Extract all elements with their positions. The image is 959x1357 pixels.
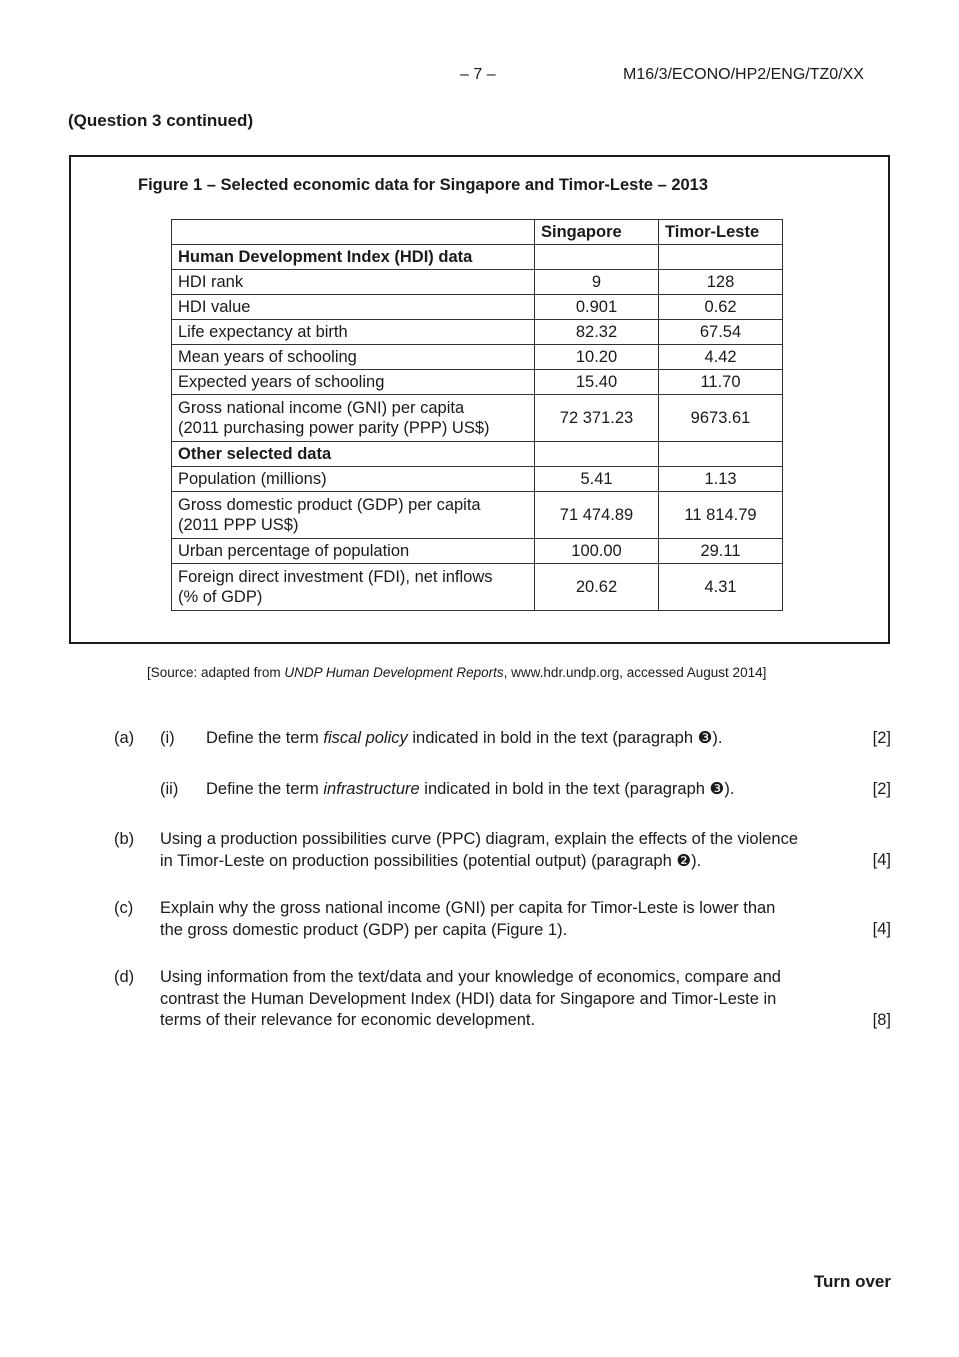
question-line: Using information from the text/data and your knowledge of economics, compare and — [160, 968, 781, 986]
singapore-value: 20.62 — [535, 564, 659, 611]
figure-source — [147, 665, 766, 680]
question-line: contrast the Human Development Index (HDI) data for Singapore and Timor-Leste in — [160, 989, 777, 1008]
question-d-text — [160, 967, 850, 1032]
timor-leste-value: 11 814.79 — [659, 492, 783, 539]
question-c-text — [160, 898, 850, 941]
question-d-marks: [8] — [872, 1011, 891, 1029]
question-text: Define the term — [206, 780, 324, 798]
table-row — [172, 320, 783, 345]
column-header-singapore: Singapore — [535, 220, 659, 245]
table-row — [172, 467, 783, 492]
empty-cell — [535, 245, 659, 270]
table-row — [172, 370, 783, 395]
row-label: Mean years of schooling — [172, 345, 535, 370]
question-text: Define the term — [206, 729, 324, 747]
economic-data-table — [171, 219, 783, 611]
table-row — [172, 345, 783, 370]
timor-leste-value: 1.13 — [659, 467, 783, 492]
paper-code: M16/3/ECONO/HP2/ENG/TZ0/XX — [623, 66, 864, 83]
row-label: Population (millions) — [172, 467, 535, 492]
row-label-line: (2011 PPP US$) — [178, 516, 299, 534]
question-a-ii-marks: [2] — [872, 780, 891, 798]
question-b-text — [160, 829, 850, 872]
timor-leste-value: 67.54 — [659, 320, 783, 345]
timor-leste-value: 9673.61 — [659, 395, 783, 442]
timor-leste-value: 128 — [659, 270, 783, 295]
table-row — [172, 492, 783, 539]
singapore-value: 0.901 — [535, 295, 659, 320]
table-row — [172, 395, 783, 442]
singapore-value: 72 371.23 — [535, 395, 659, 442]
question-line: in Timor-Leste on production possibilities (potential output) (paragraph ❷). — [160, 851, 702, 870]
row-label-line: Foreign direct investment (FDI), net inflows — [178, 568, 493, 586]
question-a-i-number: (i) — [160, 729, 175, 747]
row-label: Urban percentage of population — [172, 539, 535, 564]
question-a-i-text — [206, 728, 723, 750]
singapore-value: 82.32 — [535, 320, 659, 345]
row-label — [172, 395, 535, 442]
section-heading-row — [172, 245, 783, 270]
row-label-line: Gross domestic product (GDP) per capita — [178, 496, 481, 514]
row-label: Life expectancy at birth — [172, 320, 535, 345]
row-label-line: (% of GDP) — [178, 588, 263, 606]
section-heading-row — [172, 442, 783, 467]
question-term: fiscal policy — [323, 729, 408, 747]
table-row — [172, 295, 783, 320]
source-suffix: , www.hdr.undp.org, accessed August 2014] — [503, 665, 767, 680]
singapore-value: 10.20 — [535, 345, 659, 370]
timor-leste-value: 0.62 — [659, 295, 783, 320]
figure-title: Figure 1 – Selected economic data for Singapore and Timor-Leste – 2013 — [138, 176, 709, 194]
row-label-line: Gross national income (GNI) per capita — [178, 399, 465, 417]
timor-leste-value: 4.31 — [659, 564, 783, 611]
question-b-marks: [4] — [872, 851, 891, 869]
question-text: indicated in bold in the text (paragraph ❸). — [407, 729, 723, 747]
singapore-value: 100.00 — [535, 539, 659, 564]
timor-leste-value: 11.70 — [659, 370, 783, 395]
source-prefix: [Source: adapted from — [147, 665, 285, 680]
question-line: the gross domestic product (GDP) per capita (Figure 1). — [160, 920, 568, 939]
question-c-marks: [4] — [872, 920, 891, 938]
singapore-value: 71 474.89 — [535, 492, 659, 539]
page-number: – 7 – — [460, 66, 496, 83]
singapore-value: 15.40 — [535, 370, 659, 395]
section-heading-other: Other selected data — [172, 442, 535, 467]
row-label: HDI rank — [172, 270, 535, 295]
question-d-letter: (d) — [114, 968, 135, 986]
question-a-i-marks: [2] — [872, 729, 891, 747]
question-c-letter: (c) — [114, 899, 134, 917]
empty-cell — [535, 442, 659, 467]
column-header-timor-leste: Timor-Leste — [659, 220, 783, 245]
row-label — [172, 492, 535, 539]
turn-over-label: Turn over — [813, 1272, 891, 1291]
empty-cell — [659, 245, 783, 270]
table-header-row — [172, 220, 783, 245]
question-a-ii-text — [206, 779, 734, 801]
table-header-blank — [172, 220, 535, 245]
row-label — [172, 564, 535, 611]
question-a-letter: (a) — [114, 729, 135, 747]
source-title: UNDP Human Development Reports — [284, 665, 504, 680]
question-line: terms of their relevance for economic development. — [160, 1011, 536, 1029]
row-label: HDI value — [172, 295, 535, 320]
section-heading-hdi: Human Development Index (HDI) data — [172, 245, 535, 270]
row-label-line: (2011 purchasing power parity (PPP) US$) — [178, 419, 490, 437]
singapore-value: 5.41 — [535, 467, 659, 492]
question-text: indicated in bold in the text (paragraph ❸). — [419, 780, 735, 798]
question-line: Using a production possibilities curve (PPC) diagram, explain the effects of the violence — [160, 830, 799, 848]
table-row — [172, 539, 783, 564]
question-line: Explain why the gross national income (GNI) per capita for Timor-Leste is lower than — [160, 899, 776, 917]
question-a-ii-number: (ii) — [160, 780, 179, 798]
question-term: infrastructure — [323, 780, 420, 798]
timor-leste-value: 4.42 — [659, 345, 783, 370]
question-continued-heading: (Question 3 continued) — [68, 111, 254, 130]
table-row — [172, 270, 783, 295]
singapore-value: 9 — [535, 270, 659, 295]
empty-cell — [659, 442, 783, 467]
table-row — [172, 564, 783, 611]
question-b-letter: (b) — [114, 830, 135, 848]
timor-leste-value: 29.11 — [659, 539, 783, 564]
row-label: Expected years of schooling — [172, 370, 535, 395]
